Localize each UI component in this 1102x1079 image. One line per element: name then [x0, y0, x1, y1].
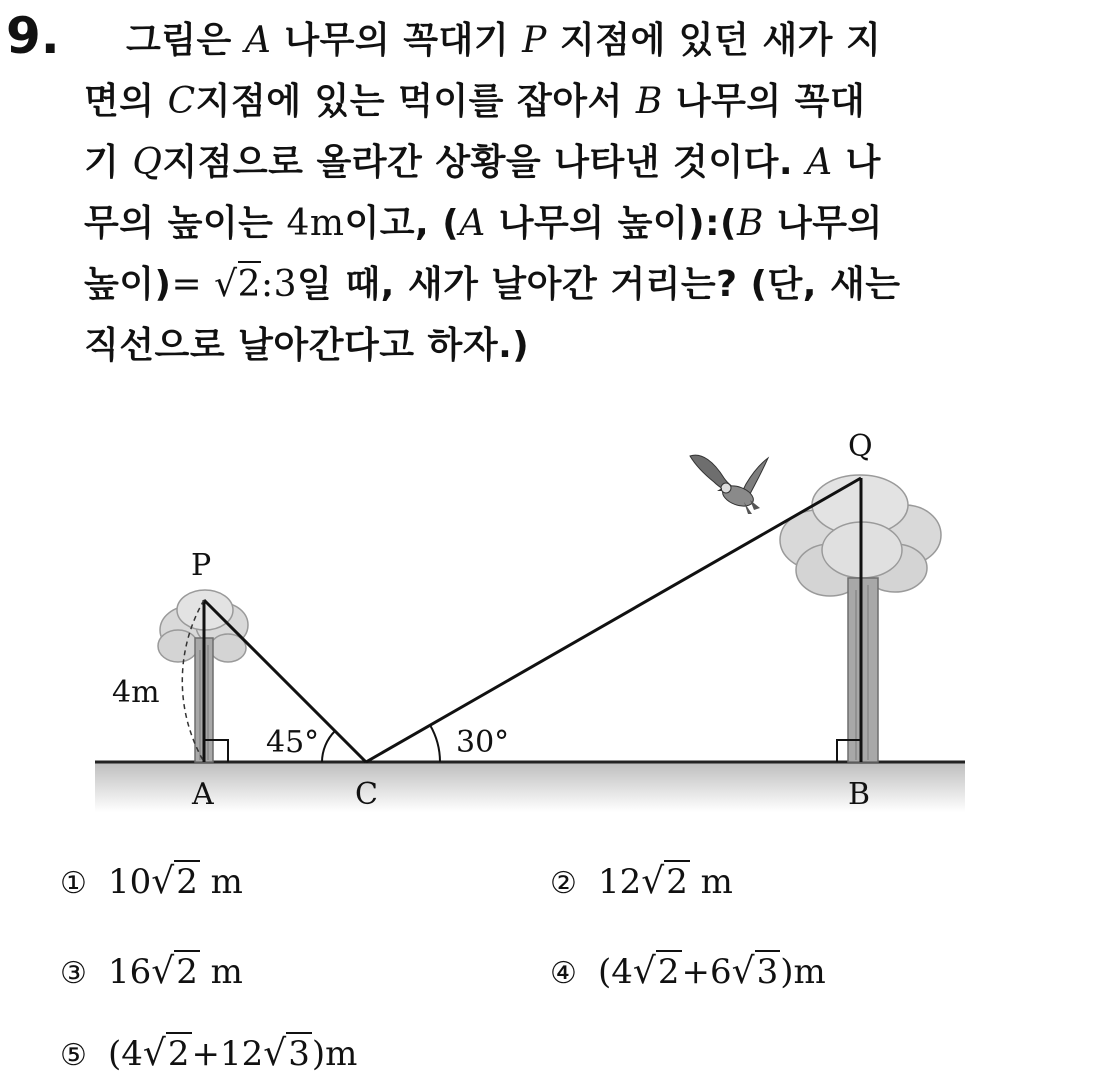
sqrt-expression: √3	[731, 951, 779, 992]
answer-choice-5[interactable]	[60, 1032, 357, 1078]
math-variable: A	[806, 142, 833, 183]
choice-coefficient: 10	[108, 862, 152, 902]
choice-unit: m	[793, 952, 826, 992]
math-variable: Q	[132, 142, 163, 183]
label-B: B	[848, 777, 871, 812]
angle-label-45: 45°	[266, 725, 320, 760]
choice-coefficient: 12	[598, 862, 642, 902]
sqrt-radicand: 2	[238, 261, 261, 305]
math-variable: B	[635, 81, 663, 122]
answer-choice-1[interactable]	[60, 860, 243, 906]
math-variable: C	[167, 81, 196, 122]
problem-line	[84, 193, 1052, 254]
choice-number: ①	[60, 866, 87, 901]
math-number: m	[309, 203, 345, 244]
choice-number: ④	[550, 956, 577, 991]
answer-choice-4[interactable]	[550, 950, 826, 996]
choice-unit: m	[325, 1034, 358, 1074]
problem-line	[84, 254, 1052, 315]
angle-label-30: 30°	[456, 725, 510, 760]
math-variable: P	[522, 20, 547, 61]
problem-text-run: 이고, (	[344, 203, 460, 244]
bird-icon	[690, 455, 768, 514]
problem-text-run: 무의 높이는	[84, 203, 287, 244]
sqrt-radicand: 3	[756, 952, 779, 992]
problem-text-run: 나	[832, 142, 881, 183]
problem-text-run: 일 때, 새가 날아간 거리는? (단, 새는	[297, 264, 901, 305]
problem-line	[84, 71, 1052, 132]
problem-text-run: 나무의 높이):(	[485, 203, 737, 244]
sqrt-radicand: 2	[666, 862, 688, 902]
sqrt-radicand: 2	[167, 1034, 190, 1074]
open-paren: (	[598, 952, 612, 992]
choice-unit: m	[199, 862, 243, 902]
choice-coefficient: 16	[108, 952, 152, 992]
choice-number: ③	[60, 956, 87, 991]
problem-line	[84, 132, 1052, 193]
math-number: :3	[260, 264, 298, 305]
math-sqrt: √2	[214, 261, 261, 305]
sqrt-expression: √2	[151, 951, 198, 992]
problem-text-run: 그림은	[126, 20, 245, 61]
sqrt-radicand: 2	[176, 862, 198, 902]
sqrt-expression: √2	[632, 951, 680, 992]
segment-CQ	[366, 478, 861, 762]
math-number: =	[171, 264, 215, 305]
choice-number: ⑤	[60, 1038, 87, 1073]
choice-coefficient: 4	[121, 1034, 143, 1074]
angle-arc-30	[430, 725, 440, 762]
math-variable: A	[459, 203, 486, 244]
choice-number: ②	[550, 866, 577, 901]
close-paren: )	[780, 952, 794, 992]
problem-text-run: 면의	[84, 81, 168, 122]
figure	[0, 410, 1102, 830]
problem-text-run: 지점에 있던 새가 지	[546, 20, 882, 61]
sqrt-expression: √2	[151, 861, 198, 902]
sqrt-radicand: 2	[657, 952, 680, 992]
choice-unit: m	[199, 952, 243, 992]
sqrt-radicand: 3	[288, 1034, 310, 1074]
choice-middle: +6	[681, 952, 732, 992]
label-Q: Q	[848, 429, 873, 464]
math-variable: A	[244, 20, 272, 61]
close-paren: )	[311, 1034, 326, 1074]
problem-text-run: 높이)	[84, 264, 172, 305]
problem-text	[84, 10, 1052, 376]
problem-number: 9.	[6, 7, 60, 65]
label-A: A	[192, 777, 214, 812]
sqrt-expression: √3	[263, 1033, 310, 1074]
problem-line	[84, 315, 1052, 376]
problem-text-run: 기	[84, 142, 133, 183]
sqrt-expression: √2	[142, 1033, 190, 1074]
angle-arc-45	[322, 731, 335, 762]
problem-line	[84, 10, 1052, 71]
problem-text-run: 나무의 꼭대기	[271, 20, 523, 61]
problem-text-run: 지점으로 올라간 상황을 나타낸 것이다.	[162, 142, 807, 183]
math-variable: B	[736, 203, 764, 244]
sqrt-radicand: 2	[176, 952, 198, 992]
problem-text-run: 지점에 있는 먹이를 잡아서	[195, 81, 636, 122]
open-paren: (	[108, 1034, 122, 1074]
answer-choice-2[interactable]	[550, 860, 733, 906]
label-C: C	[355, 777, 378, 812]
sqrt-expression: √2	[641, 861, 688, 902]
choice-unit: m	[689, 862, 733, 902]
choice-coefficient: 4	[611, 952, 633, 992]
problem-text-run: 직선으로 날아간다고 하자.)	[84, 325, 530, 366]
answer-choice-3[interactable]	[60, 950, 243, 996]
math-number: 4	[286, 203, 310, 244]
label-P: P	[191, 548, 212, 583]
choice-middle: +12	[191, 1034, 264, 1074]
height-label: 4m	[112, 675, 160, 710]
problem-text-run: 나무의	[763, 203, 883, 244]
problem-text-run: 나무의 꼭대	[662, 81, 866, 122]
ground-shading	[95, 762, 965, 812]
